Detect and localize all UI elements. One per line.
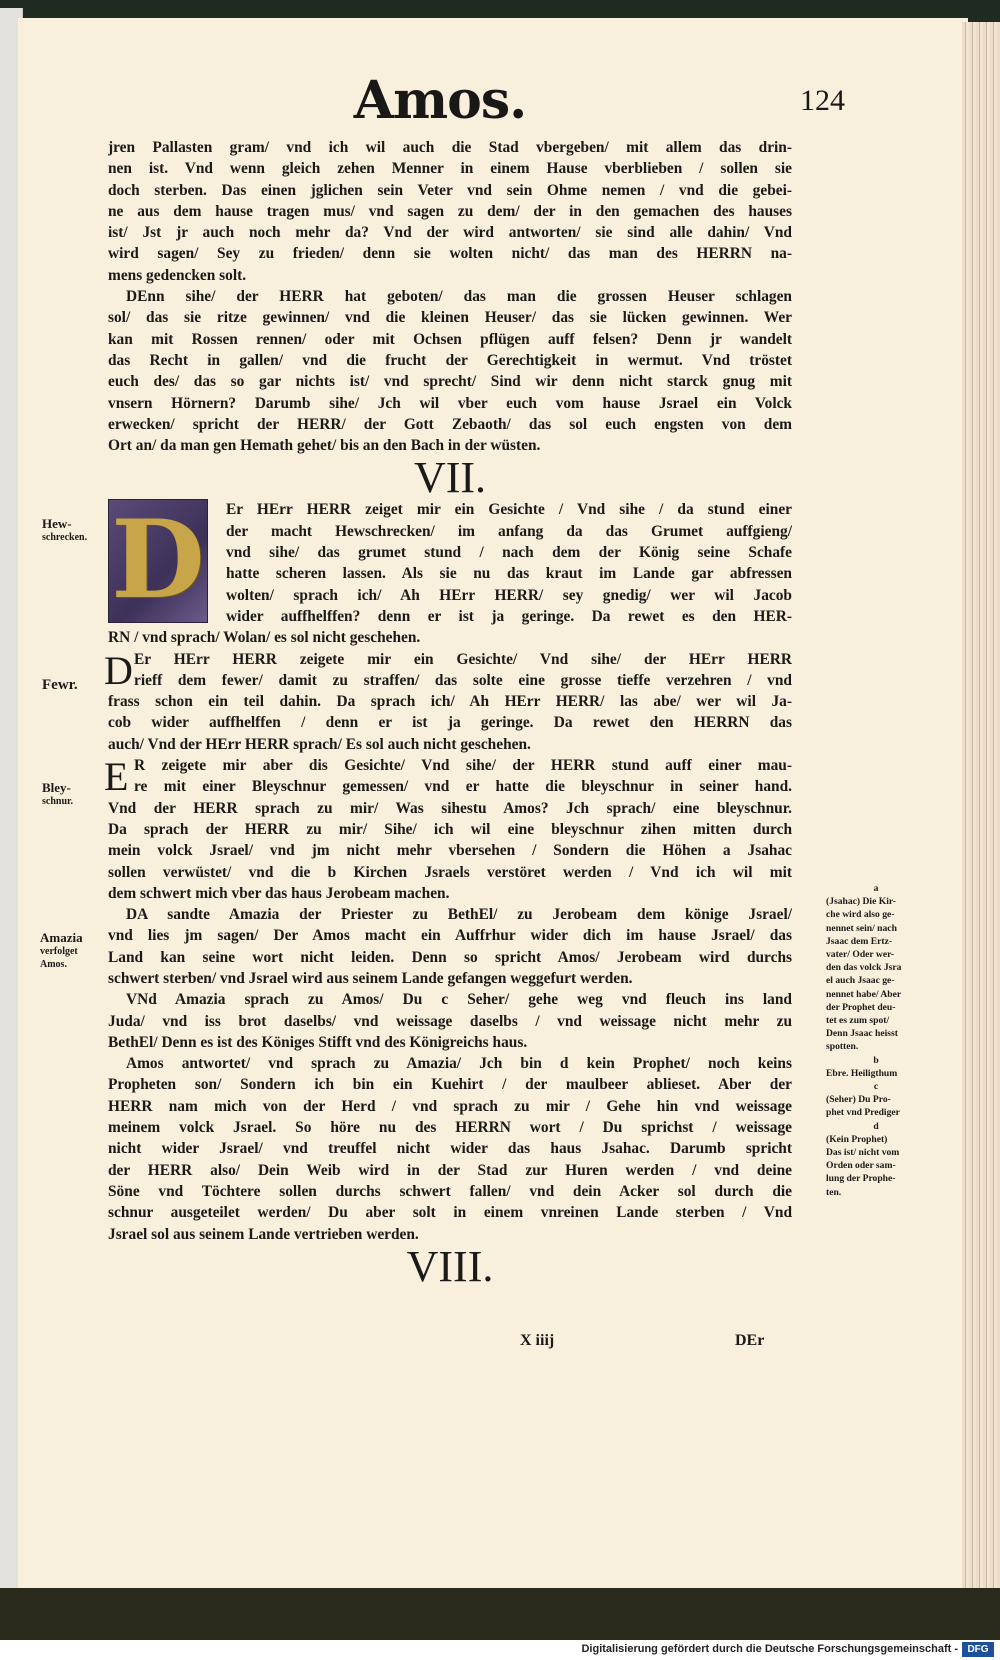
- gloss-line: der Prophet deu-: [826, 1001, 896, 1013]
- plumbline-lines: [108, 755, 792, 904]
- text-line: VNd Amazia sprach zu Amos/ Du c Seher/ gehe weg vnd fleuch ins land: [126, 991, 792, 1009]
- scan-bottom-background: [0, 1588, 1000, 1640]
- gloss-key: b: [873, 1054, 879, 1066]
- running-title: Amos.: [353, 70, 527, 131]
- margin-note-locusts: [42, 516, 87, 544]
- gloss-line: che wird also ge-: [826, 909, 895, 921]
- text-line: kan mit Rossen rennen/ oder mit Ochsen pflügen auff felsen? Denn jr wandelt: [108, 330, 792, 348]
- chapter-heading-7: VII.: [413, 453, 487, 503]
- paragraph-amos-answer: [108, 1053, 792, 1245]
- main-text: [104, 137, 792, 1291]
- paragraph-fire: [104, 647, 792, 755]
- text-line: nicht wider Jsrael/ vnd treuffel nicht wider das haus Jsahac. Darumb spricht: [108, 1140, 792, 1158]
- margin-note-line: Amazia: [40, 930, 83, 945]
- gloss-line: Das ist/ nicht vom: [826, 1147, 900, 1159]
- text-line: sol/ das sie ritze gewinnen/ vnd die kleinen Heuser/ das sie lücken gewinnen. Wer: [108, 309, 792, 327]
- text-line: Land kan seine wort nicht leiden. Denn so spricht Amos/ Jerobeam wird durchs: [108, 948, 792, 966]
- gloss-line: vater/ Oder wer-: [826, 949, 895, 961]
- text-line: RN / vnd sprach/ Wolan/ es sol nicht geschehen.: [108, 629, 421, 647]
- initial-letter: D: [104, 647, 133, 693]
- text-line: meinem volck Jsrael. So höre nu des HERRN wort / Du sprichst / weissage: [108, 1119, 792, 1137]
- text-line: DEnn sihe/ der HERR hat geboten/ das man die grossen Heuser schlagen: [126, 288, 792, 306]
- text-line: ist/ Jst jr auch noch mehr da? Vnd der wird antworten/ sie sind alle dahin/ Vnd: [108, 224, 792, 242]
- page-stack-edges: [962, 22, 1000, 1597]
- text-line: nen ist. Vnd wenn gleich zehen Menner in einem Hause vberblieben / sollen sie: [108, 160, 792, 178]
- text-line: Juda/ vnd iss brot daselbs/ vnd weissage daselbs / vnd weissage nicht mehr zu: [108, 1012, 792, 1030]
- text-line: rieff dem fewer/ damit zu straffen/ das solte eine grosse tieffe verzehren / vnd: [134, 671, 792, 689]
- gloss-line: lung der Prophe-: [826, 1173, 896, 1185]
- text-line: mein volck Jsrael/ vnd jm nicht mehr vbersehen / Sondern die Höhen a Jsahac: [108, 842, 792, 860]
- margin-note-line: schrecken.: [42, 532, 88, 543]
- fire-lines: [108, 649, 792, 755]
- text-line: Da sprach der HERR zu mir/ Sihe/ ich wil eine bleyschnur zihen mitten durch: [108, 820, 792, 838]
- illuminated-initial: [108, 499, 208, 623]
- margin-note-plumbline: [42, 780, 73, 808]
- margin-note-line: Amos.: [40, 959, 67, 970]
- gloss-line: (Jsahac) Die Kir-: [826, 896, 896, 908]
- gloss-line: ten.: [826, 1186, 842, 1198]
- text-line: mens gedencken solt.: [108, 266, 247, 284]
- text-line: ne aus dem hause tragen mus/ vnd sagen zu dem/ der in den gemachen des hauses: [108, 202, 792, 220]
- text-line: HERR nam mich von der Herd / vnd sprach zu mir / Gehe hin vnd weissage: [108, 1097, 792, 1115]
- text-line: vnd sihe/ das grumet stund / nach dem der König seine Schafe: [226, 544, 792, 562]
- gloss-line: Orden oder sam-: [826, 1160, 896, 1172]
- margin-note-line: Hew-: [42, 516, 72, 531]
- gloss-key: c: [873, 1081, 879, 1093]
- margin-note-fire: Fewr.: [42, 677, 78, 693]
- paragraph-section-2: [108, 286, 792, 456]
- text-line: euch des/ das so gar nichts ist/ vnd sprecht/ Sind wir denn nicht starck gnug mit: [108, 373, 792, 391]
- text-line: Er HErr HERR zeigete mir ein Gesichte/ Vnd sihe/ der HErr HERR: [134, 650, 792, 668]
- initial-letter: E: [104, 754, 129, 800]
- text-line: wird sagen/ Sey zu frieden/ denn sie wolten nicht/ das man des HERRN na-: [108, 245, 792, 263]
- text-line: cob wider auffhelffen / denn er ist ja geringe. Da rewet den HERRN das: [108, 714, 792, 732]
- text-line: schnur ausgeteilet werden/ Du aber solt in einem vnreinen Lande sterben / Vnd: [108, 1204, 792, 1222]
- signature-mark: X iiij: [520, 1332, 555, 1349]
- gloss-line: (Kein Prophet): [826, 1133, 888, 1145]
- margin-note-amaziah: [40, 930, 83, 971]
- text-line: vnd lies jm sagen/ Der Amos macht ein Auffrhur wider dich im hause Jsrael/ das: [108, 927, 792, 945]
- paragraph-locusts: [108, 499, 792, 648]
- text-line: das Recht in gallen/ vnd die frucht der Gerechtigkeit in wermut. Vnd tröstet: [108, 351, 792, 369]
- text-line: frass schon ein teil dahin. Da sprach ich/ Ah HErr HERR/ las abe/ wer wil Ja-: [108, 693, 792, 711]
- gloss-key: d: [873, 1120, 879, 1132]
- paragraph-amaziah-2: [108, 989, 792, 1053]
- text-line: Er HErr HERR zeiget mir ein Gesichte / Vnd sihe / da stund einer: [226, 501, 792, 519]
- gloss-line: Denn Jsaac heisst: [826, 1028, 898, 1040]
- gloss-line: nennet sein/ nach: [826, 922, 897, 934]
- gloss-line: phet vnd Prediger: [826, 1107, 900, 1119]
- gloss-line: nennet habe/ Aber: [826, 988, 902, 1000]
- initial-letter: D: [111, 497, 205, 624]
- footer-bar: [0, 1640, 1000, 1660]
- text-line: Vnd der HERR sprach zu mir/ Was sihestu Amos? Jch sprach/ eine bleyschnur.: [108, 799, 792, 817]
- text-line: Amos antwortet/ vnd sprach zu Amazia/ Jch bin d kein Prophet/ noch keins: [126, 1055, 792, 1073]
- text-line: Söne vnd Töchtere sollen durchs schwert fallen/ vnd dein Acker sol durch die: [108, 1182, 792, 1200]
- text-line: hatte scheren lassen. Als sie nu das kraut im Lande gar abfressen: [226, 565, 792, 583]
- dfg-logo: DFG: [962, 1642, 994, 1657]
- text-line: schwert sterben/ vnd Jsrael wird aus seinem Lande gefangen weggefurt werden.: [108, 969, 633, 987]
- gloss-line: el auch Jsaac ge-: [826, 975, 895, 987]
- text-line: BethEl/ Denn es ist des Königes Stifft vnd des Königreichs haus.: [108, 1033, 528, 1051]
- text-line: erwecken/ spricht der HERR/ der Gott Zebaoth/ das sol euch engsten von dem: [108, 415, 792, 433]
- text-line: sollen verwüstet/ vnd die b Kirchen Jsraels verstöret werden / Vnd ich wil mit: [108, 863, 792, 881]
- text-line: doch sterben. Das einen jglichen sein Veter vnd sein Ohme nemen / vnd die gebei-: [108, 181, 792, 199]
- gloss-line: spotten.: [826, 1041, 859, 1053]
- gloss-line: den das volck Jsra: [826, 962, 902, 974]
- gloss-key: a: [873, 883, 879, 894]
- text-line: Propheten son/ Sondern ich bin ein Kuehirt / der maulbeer ablieset. Aber der: [108, 1076, 792, 1094]
- paragraph-amaziah: [108, 904, 792, 989]
- paragraph-plumbline: [104, 754, 792, 904]
- text-line: auch/ Vnd der HErr HERR sprach/ Es sol auch nicht geschehen.: [108, 735, 531, 753]
- paragraph-section-1: [108, 137, 792, 286]
- text-line: der HERR also/ Dein Weib wird in der Stad zur Huren werden / vnd deine: [108, 1161, 792, 1179]
- margin-note-line: schnur.: [42, 796, 74, 807]
- text-line: wolten/ sprach ich/ Ah HErr HERR/ sey gnedig/ wer wil Jacob: [226, 586, 792, 604]
- text-line: vnsern Hörnern? Darumb sihe/ Jch wil vber euch vom hause Jsrael ein Volck: [108, 394, 792, 412]
- catchword: DEr: [735, 1332, 765, 1349]
- text-line: jren Pallasten gram/ vnd ich wil auch die Stad vbergeben/ mit allem das drin-: [108, 139, 792, 156]
- text-line: Ort an/ da man gen Hemath gehet/ bis an den Bach in der wüsten.: [108, 437, 541, 455]
- text-line: DA sandte Amazia der Priester zu BethEl/ zu Jerobeam dem könige Jsrael/: [126, 906, 792, 924]
- margin-note-line: verfolget: [40, 946, 78, 957]
- text-line: re mit einer Bleyschnur gemessen/ vnd er hatte die bleyschnur in seiner hand.: [134, 778, 792, 796]
- margin-note-line: Bley-: [42, 780, 71, 795]
- chapter-heading-8: VIII.: [406, 1241, 494, 1291]
- marginal-glosses: [826, 882, 926, 1199]
- text-line: wider auffhelffen? denn er ist ja geringe. Da rewet es den HER-: [226, 607, 792, 625]
- funding-credit: Digitalisierung gefördert durch die Deutsche Forschungsgemeinschaft -: [581, 1643, 958, 1655]
- text-line: Jsrael sol aus seinem Lande vertrieben werden.: [108, 1225, 419, 1243]
- gloss-line: Ebre. Heiligthum: [826, 1067, 898, 1079]
- gloss-line: Jsaac dem Ertz-: [826, 935, 893, 947]
- gloss-line: tet es zum spot/: [826, 1015, 890, 1027]
- text-line: der macht Hewschrecken/ im anfang da das Grumet auffgieng/: [226, 522, 792, 540]
- text-line: dem schwert mich vber das haus Jerobeam machen.: [108, 884, 450, 902]
- gloss-line: (Seher) Du Pro-: [826, 1094, 891, 1106]
- page-number: 124: [800, 84, 845, 117]
- text-line: R zeigete mir aber dis Gesichte/ Vnd sihe/ der HERR stund auff einer mau-: [134, 757, 792, 775]
- locusts-lines: [108, 499, 792, 648]
